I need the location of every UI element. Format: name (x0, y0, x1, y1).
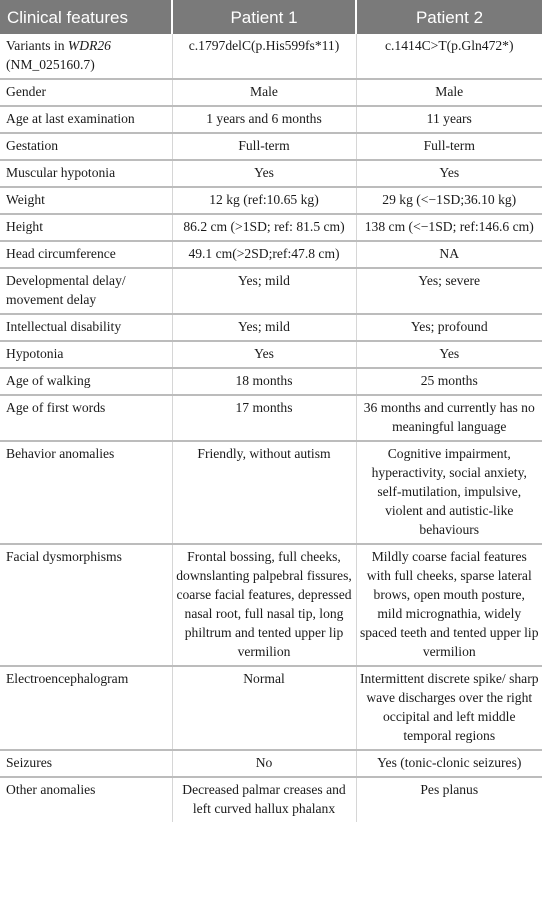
patient-2-cell: Cognitive impairment, hyperactivity, social anxiety, self-mutilation, impulsive, violent and autistic-like behaviours (356, 441, 542, 544)
patient-1-cell: 12 kg (ref:10.65 kg) (172, 187, 356, 214)
table-row (0, 133, 542, 160)
patient-2-cell: 36 months and currently has no meaningful language (356, 395, 542, 441)
patient-2-cell: NA (356, 241, 542, 268)
table-row (0, 160, 542, 187)
patient-1-cell: Friendly, without autism (172, 441, 356, 544)
patient-1-cell: Decreased palmar creases and left curved hallux phalanx (172, 777, 356, 822)
patient-2-cell: Yes; severe (356, 268, 542, 314)
patient-1-cell: c.1797delC(p.His599fs*11) (172, 34, 356, 79)
patient-2-cell: Intermittent discrete spike/ sharp wave discharges over the right occipital and left middle temporal regions (356, 666, 542, 750)
feature-cell: Other anomalies (6, 782, 96, 797)
table-row (0, 314, 542, 341)
table-row (0, 368, 542, 395)
variant-label-prefix: Variants in (6, 38, 68, 53)
patient-2-cell: Yes (356, 341, 542, 368)
patient-1-cell: Yes (172, 160, 356, 187)
patient-1-cell: 49.1 cm(>2SD;ref:47.8 cm) (172, 241, 356, 268)
feature-cell: Intellectual disability (0, 314, 172, 341)
table-row (0, 341, 542, 368)
patient-1-cell: Yes (172, 341, 356, 368)
feature-cell: Seizures (0, 750, 172, 777)
patient-1-cell: Normal (172, 666, 356, 750)
variant-label-suffix: (NM_025160.7) (6, 57, 95, 72)
patient-1-cell: 86.2 cm (>1SD; ref: 81.5 cm) (172, 214, 356, 241)
patient-1-cell: 18 months (172, 368, 356, 395)
patient-2-cell: Mildly coarse facial features with full cheeks, sparse lateral brows, open mouth posture, mild micrognathia, widely spaced teeth and tented upper lip vermilion (356, 544, 542, 666)
feature-cell: Facial dysmorphisms (0, 544, 172, 666)
header-clinical-features: Clinical features (0, 0, 172, 34)
feature-cell (0, 34, 172, 79)
patient-2-cell: 11 years (356, 106, 542, 133)
feature-cell: Age of first words (0, 395, 172, 441)
patient-2-cell: Full-term (356, 133, 542, 160)
feature-cell: Electroencephalogram (0, 666, 172, 750)
patient-2-cell: Male (356, 79, 542, 106)
patient-1-cell: Frontal bossing, full cheeks, downslanting palpebral fissures, coarse facial features, depressed nasal root, full nasal tip, long philtrum and tented upper lip vermilion (172, 544, 356, 666)
patient-2-cell: Yes (356, 160, 542, 187)
table-row (0, 187, 542, 214)
gene-name: WDR26 (67, 38, 111, 53)
table-row-variants (0, 34, 542, 79)
table-row (0, 79, 542, 106)
patient-1-cell: 17 months (172, 395, 356, 441)
patient-1-cell: No (172, 750, 356, 777)
table-row (0, 106, 542, 133)
feature-cell: Gender (0, 79, 172, 106)
patient-1-cell: 1 years and 6 months (172, 106, 356, 133)
table-row (0, 268, 542, 314)
table-body (0, 34, 542, 822)
patient-2-cell: c.1414C>T(p.Gln472*) (356, 34, 542, 79)
feature-cell: Weight (0, 187, 172, 214)
table-row (0, 395, 542, 441)
header-patient-1: Patient 1 (172, 0, 356, 34)
patient-2-cell: Yes (tonic-clonic seizures) (356, 750, 542, 777)
table-row (0, 214, 542, 241)
patient-1-cell: Full-term (172, 133, 356, 160)
header-row (0, 0, 542, 34)
patient-1-cell: Yes; mild (172, 314, 356, 341)
patient-2-cell: Yes; profound (356, 314, 542, 341)
feature-cell: Head circumference (0, 241, 172, 268)
table-row (0, 750, 542, 777)
feature-cell: Height (0, 214, 172, 241)
table-row (0, 441, 542, 544)
patient-2-cell: 25 months (356, 368, 542, 395)
feature-cell: Behavior anomalies (0, 441, 172, 544)
feature-cell: Hypotonia (0, 341, 172, 368)
patient-2-cell: Pes planus (356, 777, 542, 822)
table-row (0, 666, 542, 750)
feature-cell: Gestation (0, 133, 172, 160)
table-header (0, 0, 542, 34)
patient-2-cell: 138 cm (<−1SD; ref:146.6 cm) (356, 214, 542, 241)
feature-cell: Muscular hypotonia (0, 160, 172, 187)
header-patient-2: Patient 2 (356, 0, 542, 34)
table-row (0, 544, 542, 666)
patient-1-cell: Yes; mild (172, 268, 356, 314)
table-row (0, 777, 542, 822)
patient-1-cell: Male (172, 79, 356, 106)
feature-cell: Age at last examination (0, 106, 172, 133)
feature-cell: Age of walking (0, 368, 172, 395)
patient-2-cell: 29 kg (<−1SD;36.10 kg) (356, 187, 542, 214)
table-row (0, 241, 542, 268)
feature-cell: Developmental delay/ movement delay (0, 268, 172, 314)
